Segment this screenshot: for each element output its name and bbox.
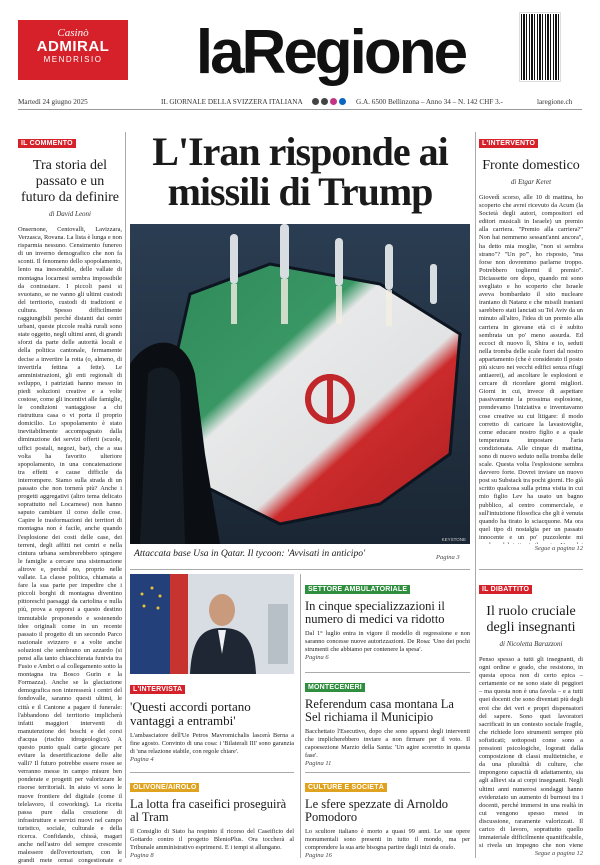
- section-tag: OLIVONE/AIROLO: [130, 783, 199, 792]
- column-rule-center: [300, 574, 301, 858]
- debate-byline: di Nicoletta Barazzoni: [499, 640, 563, 648]
- lead-photo[interactable]: [130, 224, 470, 544]
- commentary-body: Onsernone, Centovalli, Lavizzara, Verzasca, Rovana. La lista è lunga e non risparmia nessuno. Censimento funereo di un inverno demografico che non fa sconti. Il fenomeno dello spopolamento, lento ma inesorabile, delle vallate di montagna locarnesi sembra impossibile da contrastare. I piccoli paesi si svuotano, se ne vanno gli ultimi custodi del territorio, custodi di tradizioni e cultura. Spesso difficilmente raggiungibili perché distanti dai centri urbani, queste piccole realtà rurali sono state oggetto, negli ultimi anni, di grandi sforzi da parte delle autorità locali e della politica cantonale, fermamente decise a invertire la rotta (o, almeno, di invertirla fettina a fette). Le amministrazioni, gli enti regionali di sviluppo, i patriziati hanno messo in piedi soluzioni creative e a volte costose, come gli incentivi alle famiglie, le condizioni vantaggiose a chi ristruttura casa o vi porta il proprio domicilio. Lo spopolamento è stato inevitabilmente accompagnato dalla diminuzione dei servizi offerti (scuole, uffici postali, negozi, bar), che a sua volta ha favorito ulteriore spopolamento, in una concatenazione tra effetti e cause difficile da interrompere. Siamo sulla strada di un passato che non tornerà più? Anche i progetti aggregativi (altro tema delicato soprattutto nel Locarnese) non hanno saputo cambiare il corso delle cose. Capire le trasformazioni dei territori di montagna non è facile, anche quando l'esplosione dei costi delle case, dei terreni, degli affitti nei centri e nella cintura urbana sembrerebbero spingere le famiglie a cercare una sistemazione altrove e, perché no, proprio nelle vallate. La classe politica, chiamata a fare la sua parte per impedire che i piccoli borghi di montagna diventino pittoreschi paesaggi da cartolina e nulla più, prova a opporsi a questo destino immutabile proponendo e sostenendo idee originali come in un recente passato il progetto di un secondo Parco nazionale svizzero e a volte anche soluzioni che sembrano un azzardo (si pensi alla tanto chiacchierata funivia tra Fusio e Ambri o al collegamento sotto la montagna tra Bosco Gurin e la Formazza). Anche se la glaciazione demografica non interesserà i centri del fondovalle, saranno questi ultimi, le città e il Cantone a pagare il funerale: l'abbandono del territorio implicherà infatti maggiori interventi di manutenzione dei boschi e dei corsi d'acqua (rischio idrogeologico). A questo punto quali carte giocare per evitare la desertificazione delle alte valli? Il futuro potrebbe essere rosee se verranno messe in campo misure ben ponderate e progetti per valorizzare le risorse territoriali. In aiuto vi sono le nuove frontiere del digitale (come il telelavoro, il coworking). La ricetta passa pure dalla creazione di infrastrutture e servizi nuovi nel campo turistico, sociale, culturale e della ricerca. Confidando, chissà, magari anche nell'astro del sempre crescente malessere dell'overtourism, con le grandi mete ormai congestionate e: [18, 226, 122, 865]
- monteceneri-article[interactable]: [305, 676, 470, 767]
- social-x-icon[interactable]: [312, 98, 319, 105]
- ambassador-portrait-image: [130, 574, 294, 674]
- section-rule: [130, 569, 470, 570]
- debate-body: Penso spesso a tutti gli insegnanti, di ogni ordine e grado, che resistono, in questa epoca non di certo epica – certamente ce ne sono state di peggiori – ma questa non è una favola – e a tutti quei docenti che sono diventati più degli eroi che dei veri e propri dispensatori del sapere. Sono quei lavoratori sacrificati in un contesto sociale fragile, che richiede loro strumenti sempre più sofisticati; sottoposti come sono a pressioni psicologiche, logorati dalla composizione di classi multietniche, e da una pluralità di culture, che impongono capacità di adattamento, sia agli allievi sia ai corpi insegnanti. Negli ultimi anni numerosi sondaggi hanno evidenziato un aumento di burnout tra i docenti, perché immersi in una realtà in cui vengono spesso messi in discussione, raramente valorizzati. Il carico di lavoro, soprattutto quello immateriale difficilmente quantificabile, si rivela un impegno che non viene: [479, 656, 583, 850]
- date-bar: [18, 97, 582, 110]
- culture-page-ref[interactable]: Pagina 16: [305, 852, 332, 859]
- ambulatory-body: Dal 1° luglio entra in vigore il modello di regressione e non saranno concesse nuove autorizzazioni. De Rosa: 'Uno dei pochi strumenti che abbiamo per contenere la spesa'.: [305, 630, 470, 653]
- lead-caption[interactable]: Attaccata base Usa in Qatar. Il tycoon: 'Avvisati in anticipo': [134, 548, 366, 559]
- section-tag: IL DIBATTITO: [479, 585, 532, 594]
- interview-page-ref[interactable]: Pagina 4: [130, 756, 154, 763]
- interview-article[interactable]: [130, 678, 294, 763]
- debate-continued[interactable]: Segue a pagina 12: [534, 850, 583, 857]
- commentary-byline: di David Leoni: [49, 210, 91, 218]
- intervento-body: Giovedì scorso, alle 10 di mattina, ho scoperto che avrei ricevuto da Acum (la Società degli autori, compositori ed editori musicali in Israele) un premio alla carriera. "Premio alla carriera?" Non hai nemmeno sessant'anni ancora", ha detto mia moglie, "non si sembra strano"? "Un po'", ho risposto, "ma forse non dovremmo parlarne troppo. Potrebbero togliermi il premio". Diciassette ore dopo, quando mi sono svegliato e ho scoperto che Israele aveva bombardato il sito nucleare iraniano di Natanz e che missili iraniani sarebbero stati lanciati su Tel Aviv da un minuto all'altro, l'idea di un premio alla carriera in giovane età ci è subito sembrata un po' meno assurda. Ed eccoci di nuovo lì, Shira e io, seduti nella tromba delle scale fuori dal nostro appartamento (che è considerato il posto più sicuro nei vecchi edifici senza rifugi antiaerei), ad ascoltare le esplosioni e cercare di ricordare giorni migliori. Giorni in cui, invece di aspettare passivamente la prossima esplosione, prendevamo l'iniziativa e inventavamo cose creative su cui litigare: il modo corretto di caricare la lavastoviglie, come educare nostro figlio e a quale temperatura impostare l'aria condizionata. Alle cinque di mattina, sono di nuovo seduto nella tromba delle scale. Questa volta l'esplosione sembra davvero forte. Dovrei inviare un nuovo post su Substack tra pochi giorni. Ho già scritto qualcosa sulla prima visita in cui mio figlio Lev ha usato un bagno pubblico, al centro commerciale, e sull'intuizione filosofica che gli è venuta quando ha tirato lo sciacquone. Ma ora quel tipo di nostalgia per un passato innocente e un po' puzzolente mi: [479, 194, 583, 541]
- ambulatory-page-ref[interactable]: Pagina 6: [305, 654, 329, 661]
- barcode-icon: [521, 14, 559, 80]
- ambulatory-title[interactable]: In cinque specializzazioni il numero di medici va ridotto: [305, 599, 445, 626]
- interview-title[interactable]: 'Questi accordi portano vantaggi a entrambi': [130, 699, 251, 728]
- ambulatory-article[interactable]: [305, 578, 470, 661]
- column-rule-right: [475, 132, 476, 858]
- section-tag: L'INTERVISTA: [130, 685, 185, 694]
- rule: [305, 772, 470, 773]
- culture-body: Lo scultore italiano è morto a quasi 99 anni. Le sue opere monumentali sono presenti in tutto il mondo, ma per comprendere la sua arte bisogna partire dagli inizi da orafo.: [305, 828, 470, 851]
- monteceneri-title[interactable]: Referendum casa montana La Sel richiama il Municipio: [305, 697, 454, 724]
- advert-casino-admiral[interactable]: [18, 20, 128, 80]
- rule: [130, 772, 294, 773]
- debate-article[interactable]: [479, 578, 583, 857]
- advert-line1: Casinò: [57, 27, 89, 39]
- website[interactable]: laregione.ch: [537, 98, 573, 106]
- intervento-continued[interactable]: Segue a pagina 12: [534, 545, 583, 552]
- intervento-article[interactable]: [479, 132, 583, 552]
- section-tag: SETTORE AMBULATORIALE: [305, 585, 410, 594]
- advert-line2: ADMIRAL: [36, 38, 110, 55]
- social-facebook-icon[interactable]: [321, 98, 328, 105]
- section-tag: IL COMMENTO: [18, 139, 76, 148]
- monteceneri-body: Bacchettato l'Esecutivo, dopo che sono apparsi degli interventi che implicherebbero inviare a non firmare per il voto. Il capoesezione Marzio della Santa: 'Un agire scorretto in questa fase'.: [305, 728, 470, 759]
- photo-credit: KEYSTONE: [441, 537, 466, 542]
- commentary-title[interactable]: Tra storia del passato e un futuro da definire: [21, 158, 119, 205]
- column-rule-left: [125, 132, 126, 858]
- interview-body: L'ambasciatore dell'Ue Petros Mavromichalis lascerà Berna a fine agosto. Convinto di una cosa: i 'Bilaterali III' sono garanzia di 'una relazione stabile, con regole chiare'.: [130, 732, 294, 755]
- right-section-rule: [479, 569, 583, 570]
- debate-title[interactable]: Il ruolo cruciale degli insegnanti: [486, 604, 576, 635]
- social-linkedin-icon[interactable]: [339, 98, 346, 105]
- social-instagram-icon[interactable]: [330, 98, 337, 105]
- advert-line3: MENDRISIO: [43, 55, 103, 64]
- dairy-article[interactable]: [130, 776, 294, 859]
- newspaper-logo[interactable]: laRegione: [195, 18, 466, 87]
- monteceneri-page-ref[interactable]: Pagina 11: [305, 760, 332, 767]
- interview-photo[interactable]: [130, 574, 294, 674]
- section-tag: MONTECENERI: [305, 683, 365, 692]
- lead-headline[interactable]: L'Iran risponde ai missili di Trump: [152, 129, 448, 214]
- intervento-byline: di Etgar Keret: [510, 178, 552, 186]
- culture-article[interactable]: [305, 776, 470, 859]
- section-tag: L'INTERVENTO: [479, 139, 538, 148]
- newspaper-motto: IL GIORNALE DELLA SVIZZERA ITALIANA: [161, 98, 303, 106]
- rule: [305, 672, 470, 673]
- commentary-article[interactable]: [18, 132, 122, 865]
- dairy-body: Il Consiglio di Stato ha respinto il ricorso del Caseificio del Gottardo contro il progetto BlenioPlus. Ora toccherà al Tribunale amministrativo esprimersi. E i tempi si allungano.: [130, 828, 294, 851]
- dairy-title[interactable]: La lotta fra caseifici proseguirà al Tram: [130, 797, 287, 824]
- issue-date: Martedì 24 giugno 2025: [18, 98, 88, 106]
- iran-mural-image: [130, 224, 470, 544]
- lead-page-ref[interactable]: Pagina 3: [436, 554, 460, 561]
- intervento-title[interactable]: Fronte domestico: [482, 158, 580, 173]
- issue-info: G.A. 6500 Bellinzona – Anno 34 – N. 142 CHF 3.-: [356, 98, 503, 106]
- dairy-page-ref[interactable]: Pagina 8: [130, 852, 154, 859]
- section-tag: CULTURE E SOCIETÀ: [305, 783, 387, 792]
- culture-title[interactable]: Le sfere spezzate di Arnoldo Pomodoro: [305, 797, 448, 824]
